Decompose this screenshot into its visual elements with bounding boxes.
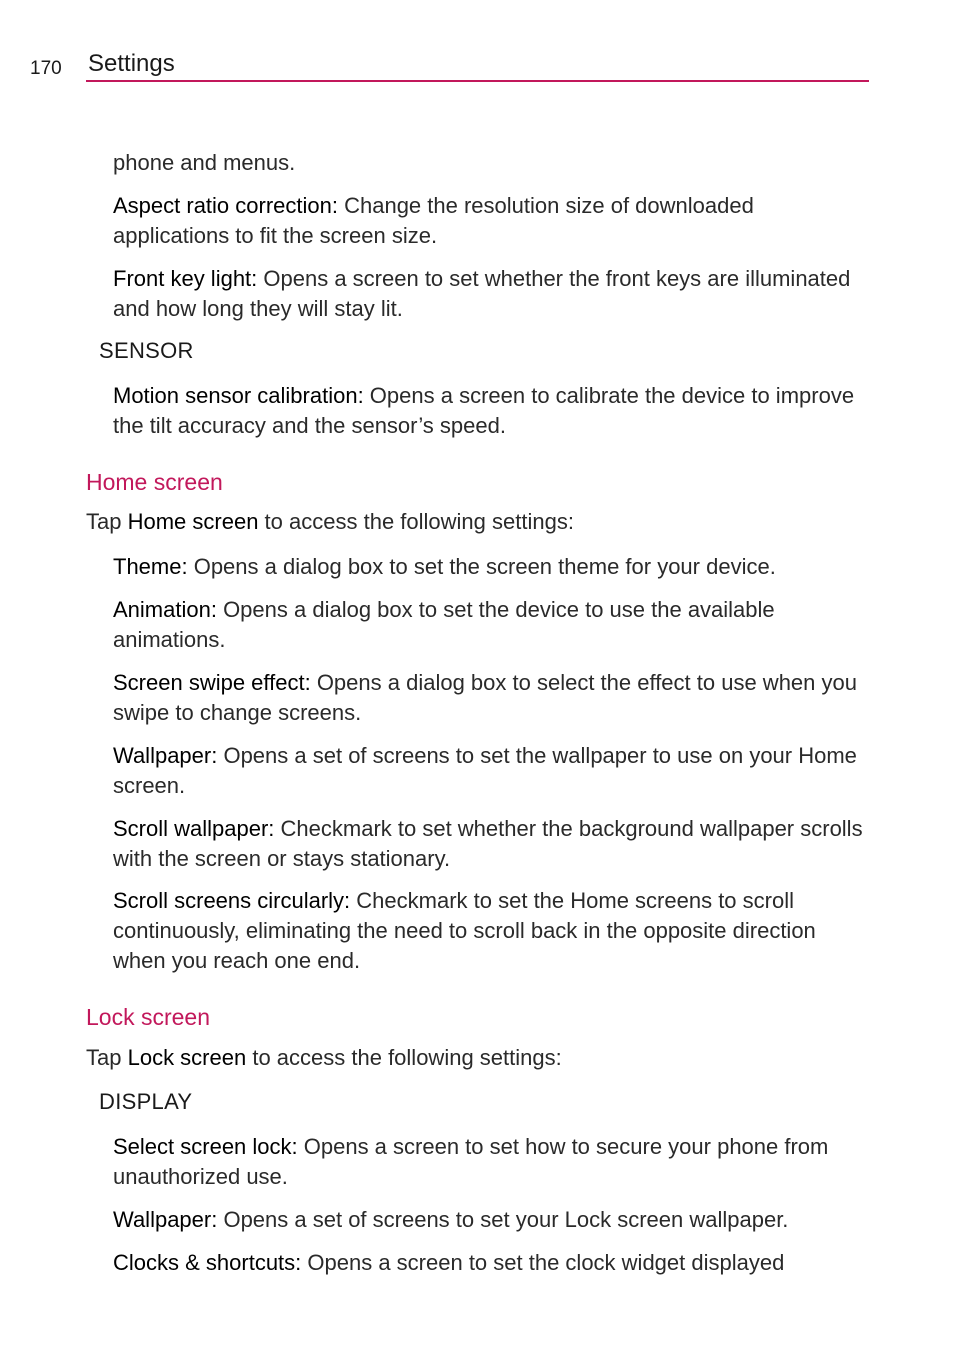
entry-desc: Opens a screen to calibrate the device to improve the tilt accuracy and the sensor’s speed. (113, 383, 855, 438)
entry-term: Select screen lock: (113, 1134, 298, 1159)
display-heading: DISPLAY (99, 1089, 193, 1114)
entry-term: Wallpaper: (113, 743, 218, 768)
entry-term: Front key light: (113, 266, 258, 291)
entry-animation (113, 595, 873, 655)
intro-prefix: Tap (86, 1045, 128, 1070)
entry-desc: Checkmark to set the Home screens to scroll continuously, eliminating the need to scroll back in the opposite direction when you reach one end. (113, 888, 816, 973)
lock-screen-heading: Lock screen (86, 1004, 211, 1030)
entry-desc: Opens a set of screens to set the wallpaper to use on your Home screen. (113, 743, 857, 798)
home-screen-intro (86, 507, 846, 537)
entry-desc: Checkmark to set whether the background wallpaper scrolls with the screen or stays stationary. (113, 816, 863, 871)
home-screen-heading: Home screen (86, 469, 223, 495)
entry-desc: Opens a dialog box to select the effect to use when you swipe to change screens. (113, 670, 857, 725)
entry-scroll-screens-circularly (113, 886, 873, 976)
entry-motion-sensor (113, 381, 873, 441)
entry-scroll-wallpaper (113, 814, 873, 874)
entry-desc: Opens a dialog box to set the device to use the available animations. (113, 597, 775, 652)
entry-theme (113, 552, 873, 582)
entry-term: Screen swipe effect: (113, 670, 311, 695)
entry-term: Theme: (113, 554, 188, 579)
page-title: Settings (88, 50, 175, 77)
entry-desc: Opens a screen to set the clock widget displayed (301, 1250, 785, 1275)
entry-term: Scroll wallpaper: (113, 816, 275, 841)
entry-term: Animation: (113, 597, 217, 622)
header-rule (86, 80, 869, 82)
entry-term: Aspect ratio correction: (113, 193, 338, 218)
entry-front-key-light (113, 264, 873, 324)
entry-term: Clocks & shortcuts: (113, 1250, 302, 1275)
entry-clocks-shortcuts (113, 1248, 873, 1278)
entry-desc: Opens a dialog box to set the screen theme for your device. (187, 554, 776, 579)
entry-desc: Change the resolution size of downloaded applications to fit the screen size. (113, 193, 754, 248)
entry-desc: Opens a set of screens to set your Lock screen wallpaper. (217, 1207, 789, 1232)
intro-term: Home screen (127, 509, 259, 534)
entry-desc: Opens a screen to set how to secure your phone from unauthorized use. (113, 1134, 829, 1189)
intro-suffix: to access the following settings: (258, 509, 574, 534)
entry-term: Motion sensor calibration: (113, 383, 364, 408)
sensor-heading: SENSOR (99, 338, 194, 363)
intro-term: Lock screen (127, 1045, 247, 1070)
page-number: 170 (30, 58, 62, 79)
entry-wallpaper (113, 741, 873, 801)
intro-suffix: to access the following settings: (246, 1045, 562, 1070)
entry-desc: Opens a screen to set whether the front keys are illuminated and how long they will stay lit. (113, 266, 851, 321)
lock-screen-intro (86, 1043, 846, 1073)
entry-select-screen-lock (113, 1132, 873, 1192)
entry-term: Scroll screens circularly: (113, 888, 351, 913)
continuation-text: phone and menus. (113, 150, 296, 175)
intro-prefix: Tap (86, 509, 128, 534)
entry-term: Wallpaper: (113, 1207, 218, 1232)
entry-aspect-ratio (113, 191, 873, 251)
entry-screen-swipe-effect (113, 668, 873, 728)
entry-lock-wallpaper (113, 1205, 873, 1235)
